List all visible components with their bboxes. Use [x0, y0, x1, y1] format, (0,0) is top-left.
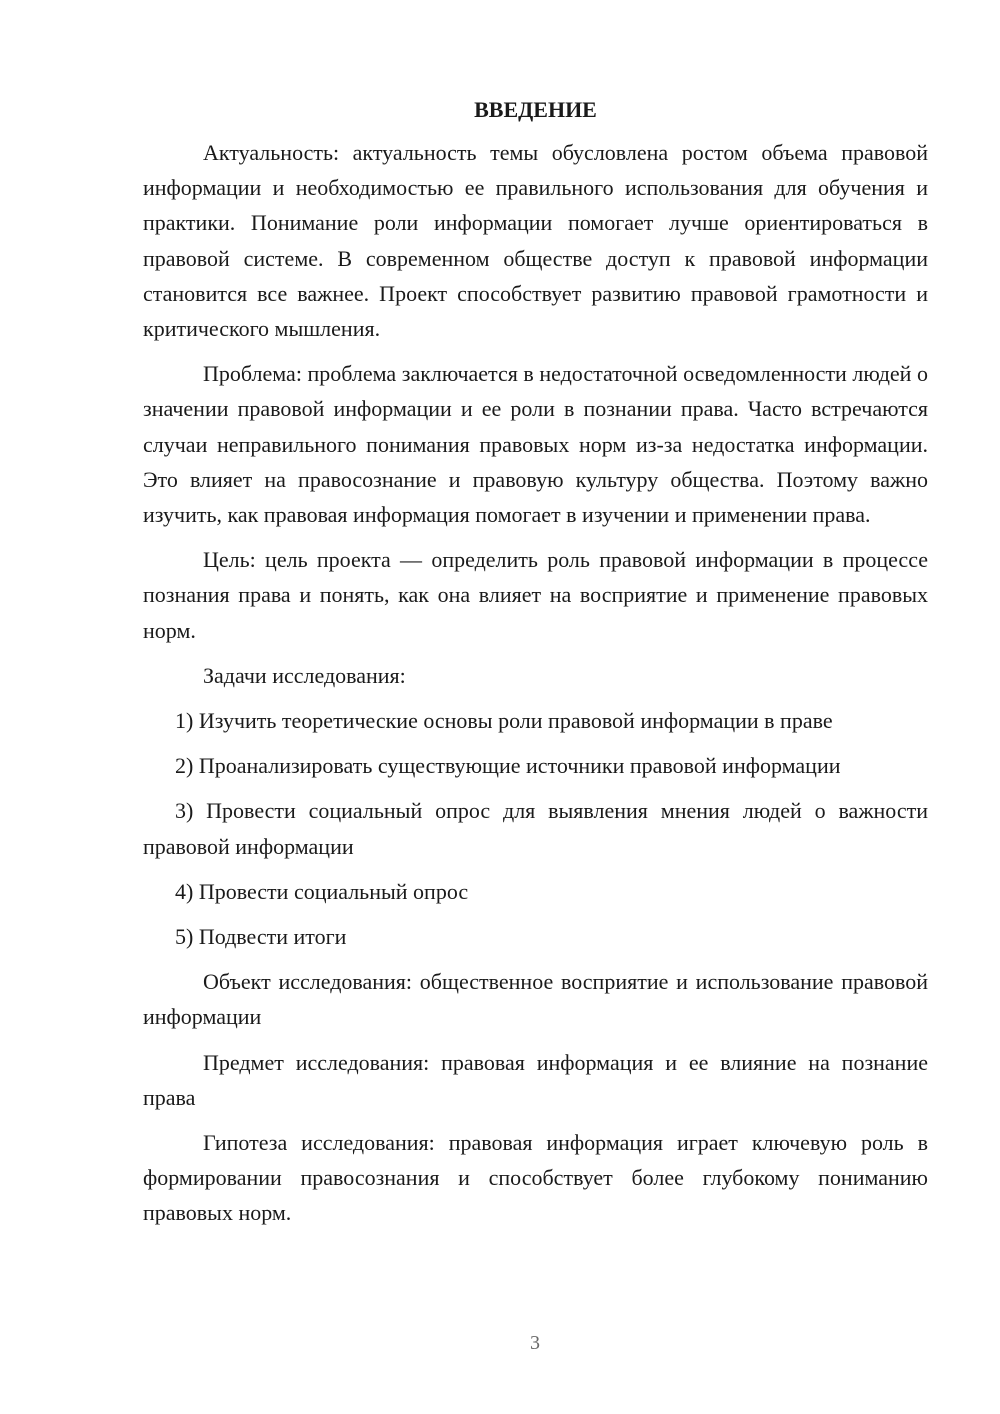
task-item-1: 1) Изучить теоретические основы роли правовой информации в праве: [175, 708, 833, 734]
task-item-5: 5) Подвести итоги: [175, 924, 347, 950]
paragraph-relevance: Актуальность: актуальность темы обусловлена ростом объема правовой информации и необходимостью ее правильного использования для обучения и практики. Понимание роли информации помогает лучше ориентироваться в правовой системе. В современном обществе доступ к правовой информации становится все важнее. Проект способствует развитию правовой грамотности и критического мышления.: [143, 140, 928, 342]
paragraph-hypothesis: Гипотеза исследования: правовая информация играет ключевую роль в формировании правосознания и способствует более глубокому пониманию правовых норм.: [143, 1130, 928, 1226]
task-item-2: 2) Проанализировать существующие источники правовой информации: [175, 753, 841, 779]
task-item-4: 4) Провести социальный опрос: [175, 878, 469, 904]
paragraph-problem: Проблема: проблема заключается в недостаточной осведомленности людей о значении правовой информации и ее роли в познании права. Часто встречаются случаи неправильного понимания правовых норм из-за недостатка информации. Это влияет на правосознание и правовую культуру общества. Поэтому важно изучить, как правовая информация помогает в изучении и применении права.: [143, 361, 928, 528]
task-item-3: 3) Провести социальный опрос для выявления мнения людей о важности правовой информации: [143, 798, 928, 859]
paragraph-tasks-heading: Задачи исследования:: [203, 662, 406, 688]
paragraph-object: Объект исследования: общественное восприятие и использование правовой информации: [143, 969, 928, 1030]
page-number: 3: [530, 1332, 540, 1354]
paragraph-subject: Предмет исследования: правовая информация и ее влияние на познание права: [143, 1049, 928, 1110]
section-title: ВВЕДЕНИЕ: [474, 97, 597, 122]
paragraph-goal: Цель: цель проекта — определить роль правовой информации в процессе познания права и понять, как она влияет на восприятие и применение правовых норм.: [143, 547, 928, 643]
page-content: [143, 95, 928, 1241]
